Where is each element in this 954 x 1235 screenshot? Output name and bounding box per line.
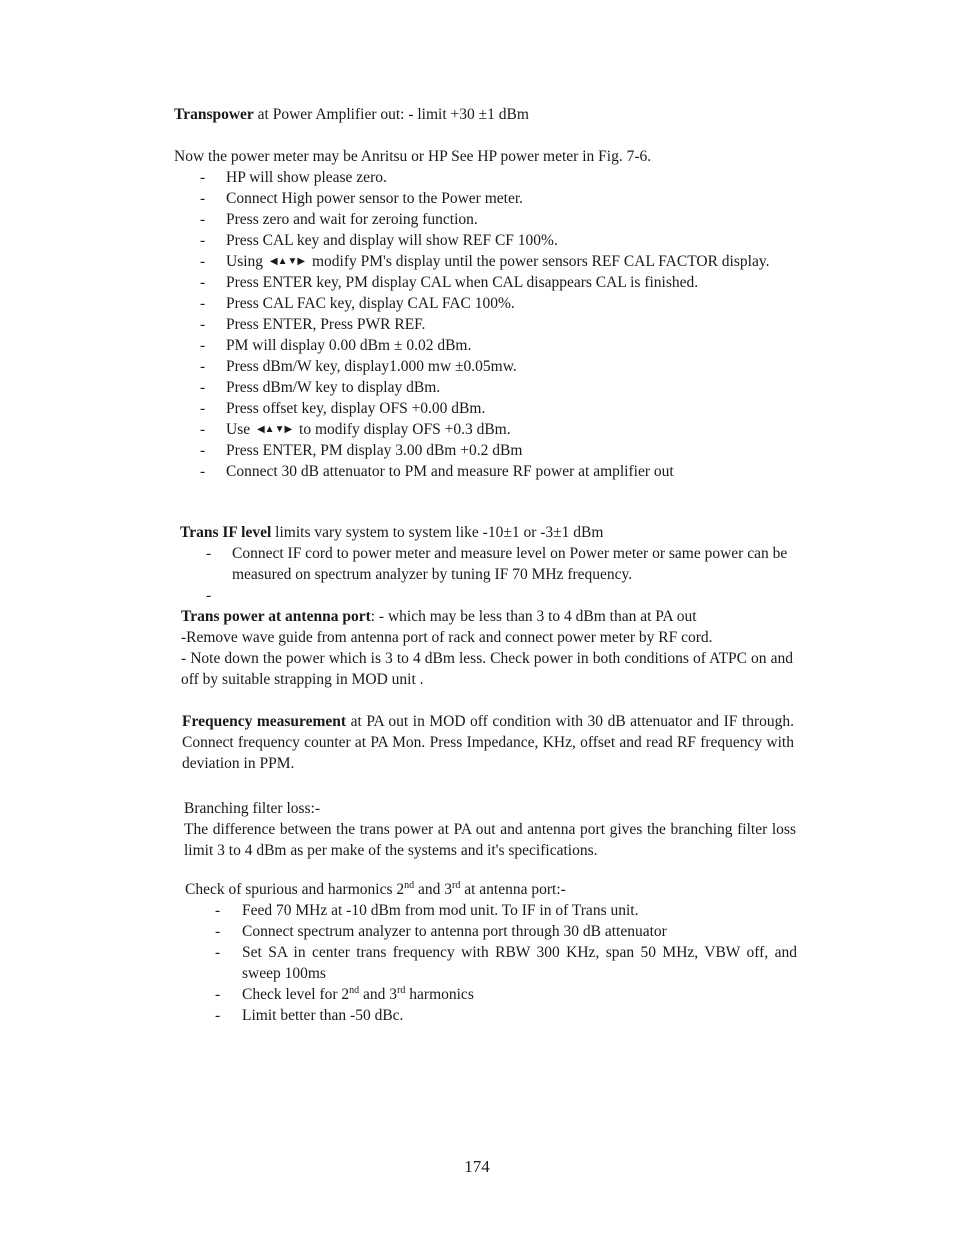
transpower-heading-bold: Transpower bbox=[174, 106, 254, 123]
list-item-using bbox=[174, 251, 799, 272]
list-item-harmonics bbox=[185, 984, 797, 1005]
spurious-steps bbox=[185, 900, 797, 1026]
list-item: - Press CAL key and display will show REF CF 100%. bbox=[174, 230, 799, 251]
check-b: and 3 bbox=[359, 986, 398, 1003]
frequency-section bbox=[182, 711, 794, 774]
list-item-empty bbox=[180, 585, 795, 606]
sup-rd: rd bbox=[397, 984, 406, 996]
sup-rd: rd bbox=[452, 879, 461, 891]
list-item: - Set SA in center trans frequency with RBW 300 KHz, span 50 MHz, VBW off, and sweep 100ms bbox=[185, 942, 797, 984]
sup-nd: nd bbox=[349, 984, 360, 996]
trans-if-section bbox=[180, 522, 795, 606]
arrow-keys-icon: ◀▲▼▶ bbox=[269, 256, 306, 268]
list-item: - PM will display 0.00 dBm ± 0.02 dBm. bbox=[174, 335, 799, 356]
list-item: - Limit better than -50 dBc. bbox=[185, 1005, 797, 1026]
using-suffix: modify PM's display until the power sensors REF CAL FACTOR display. bbox=[311, 253, 770, 270]
list-item: - Connect spectrum analyzer to antenna port through 30 dB attenuator bbox=[185, 921, 797, 942]
check-c: harmonics bbox=[405, 986, 474, 1003]
transpower-heading bbox=[174, 104, 799, 125]
list-item: - Connect 30 dB attenuator to PM and measure RF power at amplifier out bbox=[174, 461, 799, 482]
list-item: - Press dBm/W key, display1.000 mw ±0.05mw. bbox=[174, 356, 799, 377]
list-item: - Press CAL FAC key, display CAL FAC 100%. bbox=[174, 293, 799, 314]
list-item: - HP will show please zero. bbox=[174, 167, 799, 188]
spurious-heading-a: Check of spurious and harmonics 2 bbox=[185, 881, 405, 898]
branching-section bbox=[184, 798, 796, 861]
power-meter-steps bbox=[174, 167, 799, 482]
branching-text: The difference between the trans power at PA out and antenna port gives the branching filter loss limit 3 to 4 dBm as per make of the systems and it's specifications. bbox=[184, 821, 796, 859]
sup-nd: nd bbox=[404, 879, 415, 891]
page-number: 174 bbox=[464, 1157, 490, 1176]
list-item: - Feed 70 MHz at -10 dBm from mod unit. To IF in of Trans unit. bbox=[185, 900, 797, 921]
trans-if-steps bbox=[180, 543, 795, 606]
trans-antenna-line1: -Remove wave guide from antenna port of rack and connect power meter by RF cord. bbox=[181, 629, 713, 646]
list-item: - Connect High power sensor to the Power meter. bbox=[174, 188, 799, 209]
frequency-heading-bold: Frequency measurement bbox=[182, 713, 347, 730]
frequency-text: at PA out in MOD off condition with 30 dB attenuator and IF through. Connect frequency counter at PA Mon. Press Impedance, KHz, offset and read RF frequency with deviation in PPM. bbox=[182, 713, 794, 772]
list-item: - Press ENTER, Press PWR REF. bbox=[174, 314, 799, 335]
spurious-heading-b: and 3 bbox=[414, 881, 453, 898]
spurious-heading bbox=[185, 879, 797, 900]
branching-heading: Branching filter loss:- bbox=[184, 800, 321, 817]
spurious-section bbox=[185, 879, 797, 1026]
list-item: - Press ENTER key, PM display CAL when CAL disappears CAL is finished. bbox=[174, 272, 799, 293]
trans-if-heading-bold: Trans IF level bbox=[180, 524, 272, 541]
transpower-heading-rest: at Power Amplifier out: - limit +30 ±1 dBm bbox=[253, 106, 529, 123]
trans-antenna-line2: - Note down the power which is 3 to 4 dBm less. Check power in both conditions of ATPC on and off by suitable strapping in MOD unit . bbox=[181, 650, 793, 688]
list-item-use bbox=[174, 419, 799, 440]
power-meter-intro: Now the power meter may be Anritsu or HP See HP power meter in Fig. 7-6. bbox=[174, 148, 652, 165]
list-item: - Connect IF cord to power meter and measure level on Power meter or same power can be measured on spectrum analyzer by tuning IF 70 MHz frequency. bbox=[180, 543, 795, 585]
list-item: - Press offset key, display OFS +0.00 dBm. bbox=[174, 398, 799, 419]
spurious-heading-c: at antenna port:- bbox=[460, 881, 566, 898]
list-item: - Press zero and wait for zeroing function. bbox=[174, 209, 799, 230]
trans-antenna-heading-rest: : - which may be less than 3 to 4 dBm than at PA out bbox=[370, 608, 697, 625]
trans-if-heading-rest: limits vary system to system like -10±1 or -3±1 dBm bbox=[271, 524, 604, 541]
using-prefix: Using bbox=[226, 253, 264, 270]
arrow-keys-icon: ◀▲▼▶ bbox=[256, 424, 293, 436]
use-suffix: to modify display OFS +0.3 dBm. bbox=[299, 421, 511, 438]
list-item: - Press ENTER, PM display 3.00 dBm +0.2 dBm bbox=[174, 440, 799, 461]
trans-antenna-heading-bold: Trans power at antenna port bbox=[181, 608, 371, 625]
list-item: - Press dBm/W key to display dBm. bbox=[174, 377, 799, 398]
trans-antenna-section bbox=[181, 606, 793, 690]
check-a: Check level for 2 bbox=[242, 986, 350, 1003]
use-prefix: Use bbox=[226, 421, 251, 438]
power-meter-section bbox=[174, 146, 799, 482]
